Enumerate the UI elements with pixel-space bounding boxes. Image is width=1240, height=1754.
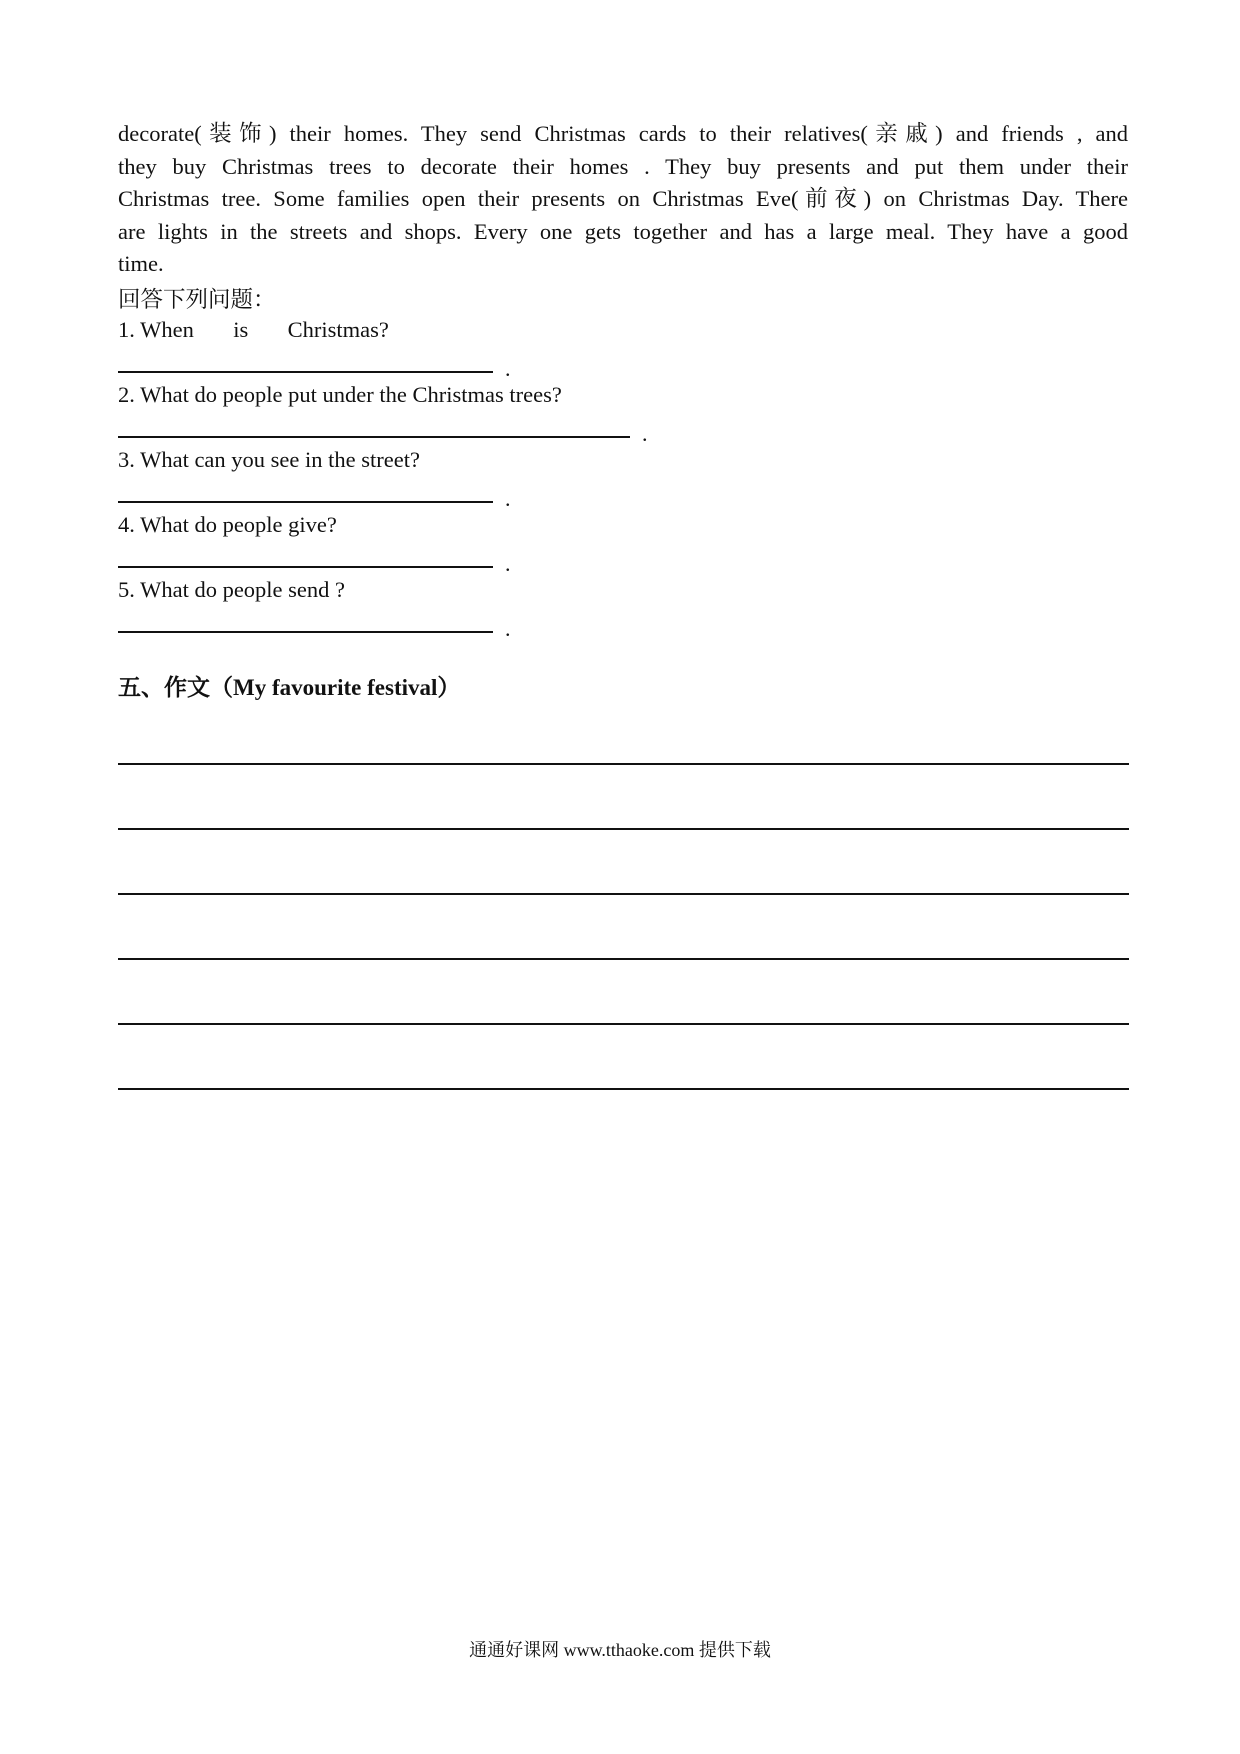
questions-instruction: 回答下列问题：	[118, 287, 276, 312]
composition-writing-line[interactable]	[118, 1023, 1129, 1025]
passage-line: are lights in the streets and shops. Every one gets together and has a large meal. They have a good	[118, 218, 1128, 244]
answer-line-3[interactable]	[118, 501, 493, 503]
composition-writing-line[interactable]	[118, 1088, 1129, 1090]
question-2: 2. What do people put under the Christmas trees?	[118, 382, 562, 407]
answer-dot-1: .	[505, 356, 511, 381]
answer-line-1[interactable]	[118, 371, 493, 373]
answer-dot-5: .	[505, 616, 511, 641]
answer-line-2[interactable]	[118, 436, 630, 438]
passage-line: decorate(装饰) their homes. They send Christmas cards to their relatives(亲戚) and friends , and	[118, 121, 1128, 146]
page-footer: 通通好课网 www.tthaoke.com 提供下载	[469, 1640, 771, 1660]
composition-writing-line[interactable]	[118, 893, 1129, 895]
composition-writing-line[interactable]	[118, 763, 1129, 765]
question-1: 1. When is Christmas?	[118, 317, 389, 342]
passage-line: Christmas tree. Some families open their presents on Christmas Eve(前夜) on Christmas Day. There	[118, 186, 1128, 212]
answer-line-4[interactable]	[118, 566, 493, 568]
composition-writing-line[interactable]	[118, 828, 1129, 830]
reading-passage	[118, 118, 1128, 281]
question-4: 4. What do people give?	[118, 512, 337, 537]
composition-title: 五、作文（My favourite festival）	[118, 675, 461, 700]
question-3: 3. What can you see in the street?	[118, 447, 420, 472]
passage-line: time.	[118, 251, 164, 277]
question-5: 5. What do people send ?	[118, 577, 346, 602]
composition-writing-line[interactable]	[118, 958, 1129, 960]
answer-dot-2: .	[642, 421, 648, 446]
passage-line: they buy Christmas trees to decorate their homes . They buy presents and put them under their	[118, 153, 1128, 179]
answer-dot-4: .	[505, 551, 511, 576]
answer-dot-3: .	[505, 486, 511, 511]
answer-line-5[interactable]	[118, 631, 493, 633]
